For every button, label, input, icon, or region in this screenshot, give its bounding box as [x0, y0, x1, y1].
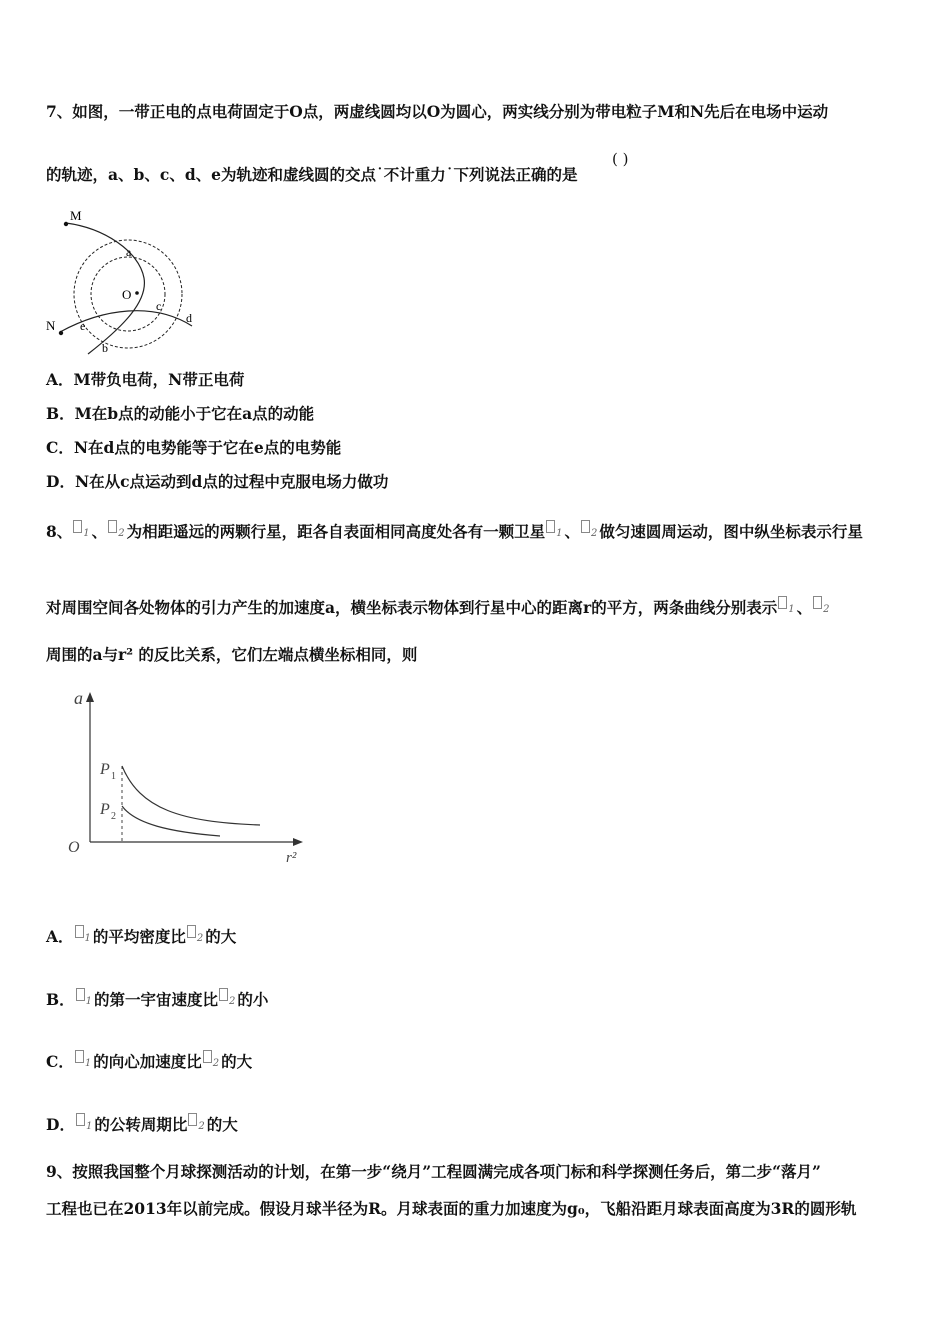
label-e: e	[80, 319, 86, 333]
planet-symbol-icon	[75, 925, 84, 938]
q8-stem-line3: 周围的a与r² 的反比关系，它们左端点横坐标相同，则	[46, 645, 418, 664]
satellite-symbol-icon	[188, 1113, 197, 1126]
q7-stem-line1: 7、如图，一带正电的点电荷固定于O点，两虚线圆均以O为圆心，两实线分别为带电粒子M和N先后在电场中运动	[46, 102, 829, 121]
planet-symbol-icon	[219, 988, 228, 1001]
label-m: M	[70, 208, 82, 223]
label-c: c	[156, 299, 162, 313]
curve-p1	[122, 766, 260, 825]
label-b: b	[102, 341, 108, 355]
q7-answer-paren: ( )	[612, 150, 629, 168]
planet-symbol-icon	[76, 988, 85, 1001]
planet-symbol-icon	[778, 596, 787, 609]
q8-option-a: A． 1 的平均密度比 2 的大	[46, 927, 237, 946]
trajectory-m	[66, 223, 144, 354]
q9-stem-line1: 9、按照我国整个月球探测活动的计划，在第一步“绕月”工程圆满完成各项门标和科学探测任务后，第二步“落月”	[46, 1162, 821, 1181]
q9-stem-line2: 工程也已在2013年以前完成。假设月球半径为R。月球表面的重力加速度为g₀，飞船沿距月球表面高度为3R的圆形轨	[46, 1199, 857, 1218]
planet-symbol-icon	[73, 520, 82, 533]
satellite-symbol-icon	[203, 1050, 212, 1063]
q8-acceleration-graph	[60, 684, 310, 864]
svg-text:1: 1	[111, 771, 116, 782]
q7-option-d: D．N在从c点运动到d点的过程中克服电场力做功	[46, 472, 389, 491]
planet-symbol-icon	[813, 596, 822, 609]
q8-option-c: C． 1 的向心加速度比 2 的大	[46, 1052, 253, 1071]
curve-p2	[122, 806, 220, 836]
graph-xlabel: r²	[286, 850, 297, 864]
label-p1: P	[100, 761, 110, 778]
q7-option-a: A．M带负电荷，N带正电荷	[46, 370, 245, 389]
q8-stem-line1: 8、 1 、 2 为相距遥远的两颗行星，距各自表面相同高度处各有一颗卫星 1 、 2 做匀速圆周运动，图中纵坐标表示行星	[46, 522, 863, 541]
satellite-symbol-icon	[546, 520, 555, 533]
planet-symbol-icon	[187, 925, 196, 938]
q7-option-c: C．N在d点的电势能等于它在e点的电势能	[46, 438, 342, 457]
graph-origin: O	[68, 839, 80, 856]
satellite-symbol-icon	[75, 1050, 84, 1063]
graph-ylabel: a	[74, 688, 83, 708]
label-n: N	[46, 318, 56, 333]
q7-stem-line2: 的轨迹，a、b、c、d、e为轨迹和虚线圆的交点˙不计重力˙下列说法正确的是	[46, 165, 578, 184]
label-d: d	[186, 311, 192, 325]
svg-text:2: 2	[111, 811, 116, 822]
q8-option-d: D． 1 的公转周期比 2 的大	[46, 1115, 238, 1134]
q7-option-b: B．M在b点的动能小于它在a点的动能	[46, 404, 315, 423]
label-p2: P	[100, 801, 110, 818]
satellite-symbol-icon	[581, 520, 590, 533]
q8-option-b: B． 1 的第一宇宙速度比 2 的小	[46, 990, 269, 1009]
label-a: a	[126, 245, 132, 259]
planet-symbol-icon	[108, 520, 117, 533]
label-o: O	[122, 287, 132, 302]
satellite-symbol-icon	[76, 1113, 85, 1126]
q8-stem-line2: 对周围空间各处物体的引力产生的加速度a，横坐标表示物体到行星中心的距离r的平方，两条曲线分别表示 1 、 2	[46, 598, 830, 617]
q7-field-figure	[44, 206, 214, 356]
